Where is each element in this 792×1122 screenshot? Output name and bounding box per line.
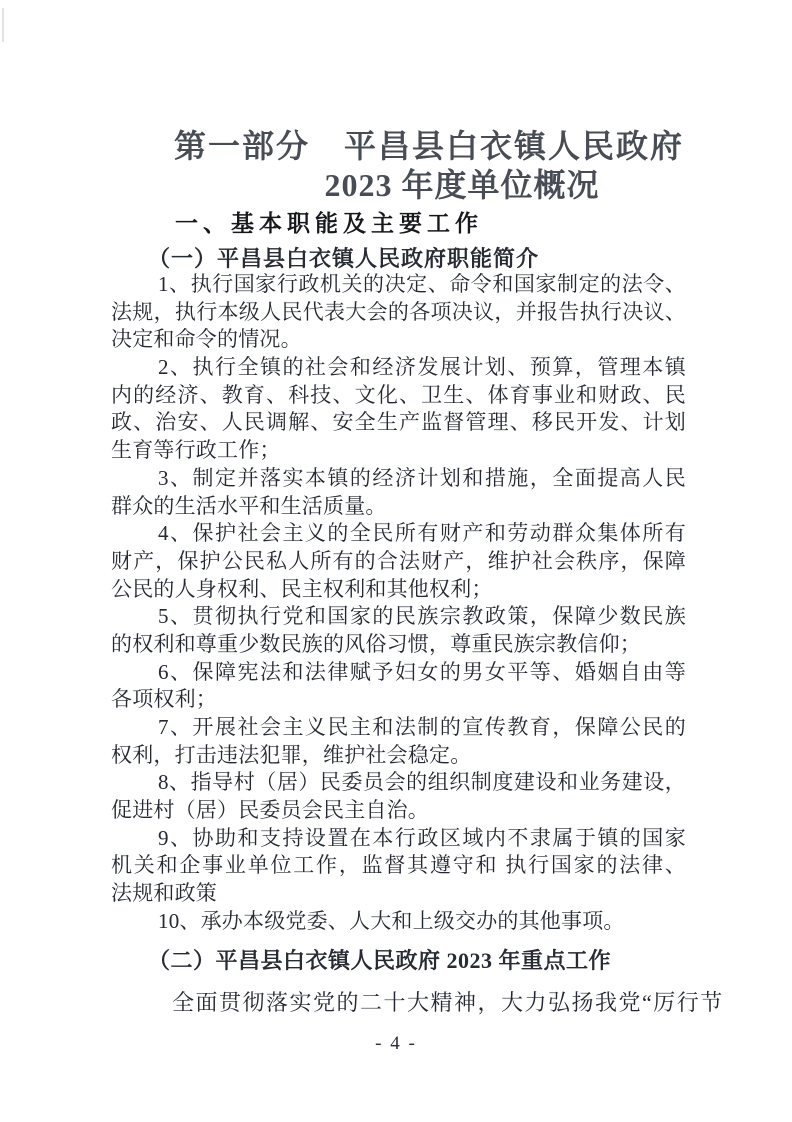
body-line: 群众的生活水平和生活质量。: [111, 493, 387, 518]
subsection-2-heading: （二）平昌县白衣镇人民政府 2023 年重点工作: [148, 948, 612, 973]
body-line: 促进村（居）民委员会民主自治。: [111, 798, 429, 823]
body-line: 生育等行政工作；: [111, 438, 281, 463]
closing-paragraph: 全面贯彻落实党的二十大精神，大力弘扬我党“厉行节: [172, 990, 724, 1015]
body-line: 1、执行国家行政机关的决定、命令和国家制定的法令、: [158, 272, 686, 296]
body-line: 决定和命令的情况。: [111, 327, 302, 352]
body-line: 法规，执行本级人民代表大会的各项决议，并报告执行决议、: [111, 299, 686, 324]
body-line: 3、制定并落实本镇的经济计划和措施，全面提高人民: [158, 465, 686, 490]
document-title-line-1: 第一部分 平昌县白衣镇人民政府: [173, 128, 685, 164]
body-line: 10、承办本级党委、人大和上级交办的其他事项。: [158, 908, 625, 933]
page-number: - 4 -: [375, 1033, 417, 1054]
body-line: 权利，打击违法犯罪，维护社会稳定。: [111, 742, 472, 767]
body-line: 的权利和尊重少数民族的风俗习惯，尊重民族宗教信仰；: [111, 631, 641, 656]
body-line: 机关和企事业单位工作，监督其遵守和 执行国家的法律、: [111, 853, 686, 878]
body-line: 法规和政策: [111, 881, 217, 906]
body-text: [111, 271, 686, 936]
body-line: 8、指导村（居）民委员会的组织制度建设和业务建设，: [158, 770, 686, 795]
body-line: 4、保护社会主义的全民所有财产和劳动群众集体所有: [158, 521, 686, 546]
body-line: 公民的人身权利、民主权利和其他权利；: [111, 576, 493, 601]
scan-edge-artifact: [2, 8, 4, 42]
body-line: 政、治安、人民调解、安全生产监督管理、移民开发、计划: [111, 410, 686, 435]
body-line: 财产，保护公民私人所有的合法财产，维护社会秩序，保障: [111, 548, 686, 573]
body-line: 6、保障宪法和法律赋予妇女的男女平等、婚姻自由等: [158, 659, 686, 684]
body-line: 7、开展社会主义民主和法制的宣传教育，保障公民的: [158, 715, 686, 739]
subsection-1-heading: （一）平昌县白衣镇人民政府职能简介: [148, 246, 540, 271]
section-heading: 一、基本职能及主要工作: [175, 210, 483, 236]
body-line: 内的经济、教育、科技、文化、卫生、体育事业和财政、民: [111, 382, 686, 407]
body-line: 2、执行全镇的社会和经济发展计划、预算，管理本镇: [158, 355, 686, 380]
document-title-line-2: 2023 年度单位概况: [324, 167, 600, 203]
body-line: 9、协助和支持设置在本行政区域内不隶属于镇的国家: [158, 825, 686, 850]
body-line: 5、贯彻执行党和国家的民族宗教政策，保障少数民族: [158, 604, 686, 629]
body-line: 各项权利；: [111, 687, 217, 712]
